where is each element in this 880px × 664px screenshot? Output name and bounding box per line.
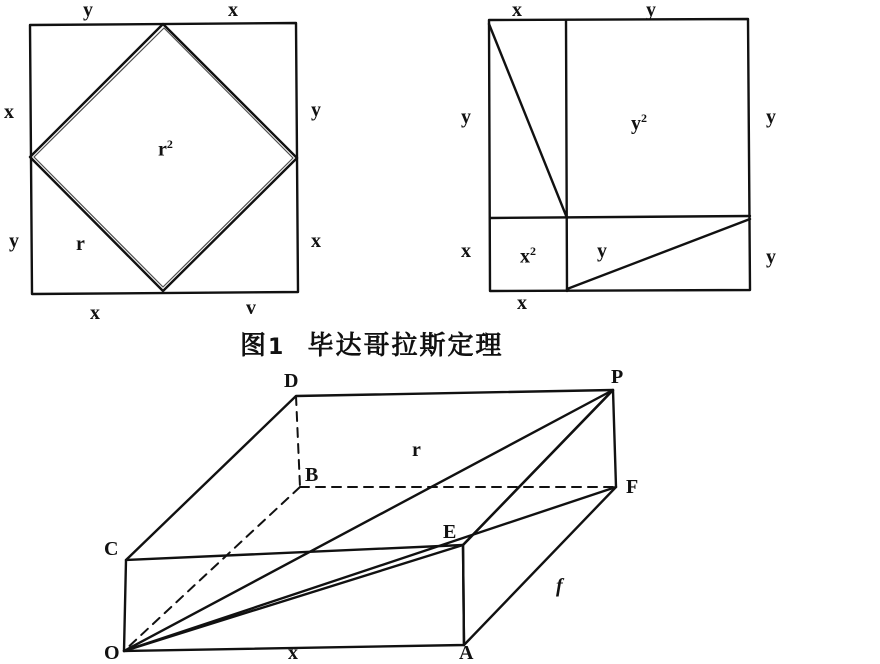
- label-left-top-y: y: [83, 0, 93, 21]
- label-right-west-y: y: [461, 106, 471, 128]
- label-right-area-x-exponent: 2: [530, 244, 536, 258]
- label-left-area-base: r: [158, 138, 167, 161]
- label-left-west-x: x: [4, 101, 14, 123]
- label-box-vertex-p: P: [611, 366, 624, 388]
- caption-figure-word: 图: [240, 331, 269, 361]
- label-box-vertex-f: F: [626, 476, 639, 498]
- right-lower-triangle: [567, 219, 750, 289]
- label-right-area-x-squared: [520, 245, 536, 267]
- label-left-east-x: x: [311, 230, 321, 252]
- box-edge-ea: [463, 545, 464, 645]
- label-right-west-x: x: [461, 240, 471, 262]
- label-box-edge-x: x: [288, 642, 298, 664]
- label-right-area-x-base: x: [520, 245, 530, 268]
- caption-figure-number: 1: [268, 335, 286, 360]
- box-space-diagonal-op: [124, 390, 613, 651]
- label-right-inner-y: y: [597, 240, 607, 262]
- label-left-bottom-x: x: [90, 302, 100, 324]
- caption-title: 毕达哥拉斯定理: [307, 331, 504, 361]
- label-box-vertex-a: A: [459, 642, 474, 664]
- figure-caption: [240, 325, 503, 362]
- label-right-top-y: y: [646, 0, 656, 21]
- label-right-area-y-exponent: 2: [641, 111, 647, 125]
- right-horizontal-divider: [490, 216, 750, 218]
- label-left-side-r: r: [76, 233, 85, 255]
- label-right-area-y-squared: [631, 112, 647, 134]
- box-diagonal-of: [124, 487, 616, 651]
- label-left-bottom-v: v: [246, 297, 256, 319]
- label-right-east-y: y: [766, 106, 776, 128]
- label-box-vertex-b: B: [305, 464, 319, 486]
- label-left-top-x: x: [228, 0, 238, 21]
- label-left-east-y: y: [311, 99, 321, 121]
- label-box-diagonal-r: r: [412, 439, 421, 461]
- right-vertical-divider: [566, 20, 567, 291]
- label-box-vertex-e: E: [443, 521, 457, 543]
- label-box-vertex-d: D: [284, 370, 299, 392]
- label-box-vertex-o: O: [104, 642, 120, 664]
- label-left-area-exponent: 2: [166, 137, 173, 151]
- label-box-vertex-c: C: [104, 538, 119, 560]
- label-left-west-y: y: [9, 230, 19, 252]
- label-right-east-y2: y: [766, 246, 776, 268]
- right-upper-triangle: [489, 24, 567, 218]
- label-box-edge-f: f: [556, 575, 563, 597]
- label-left-area-r-squared: [158, 138, 173, 160]
- box-top-face: [126, 390, 613, 560]
- label-right-area-y-base: y: [631, 112, 641, 135]
- label-right-top-x: x: [512, 0, 522, 21]
- label-right-bottom-x: x: [517, 292, 527, 314]
